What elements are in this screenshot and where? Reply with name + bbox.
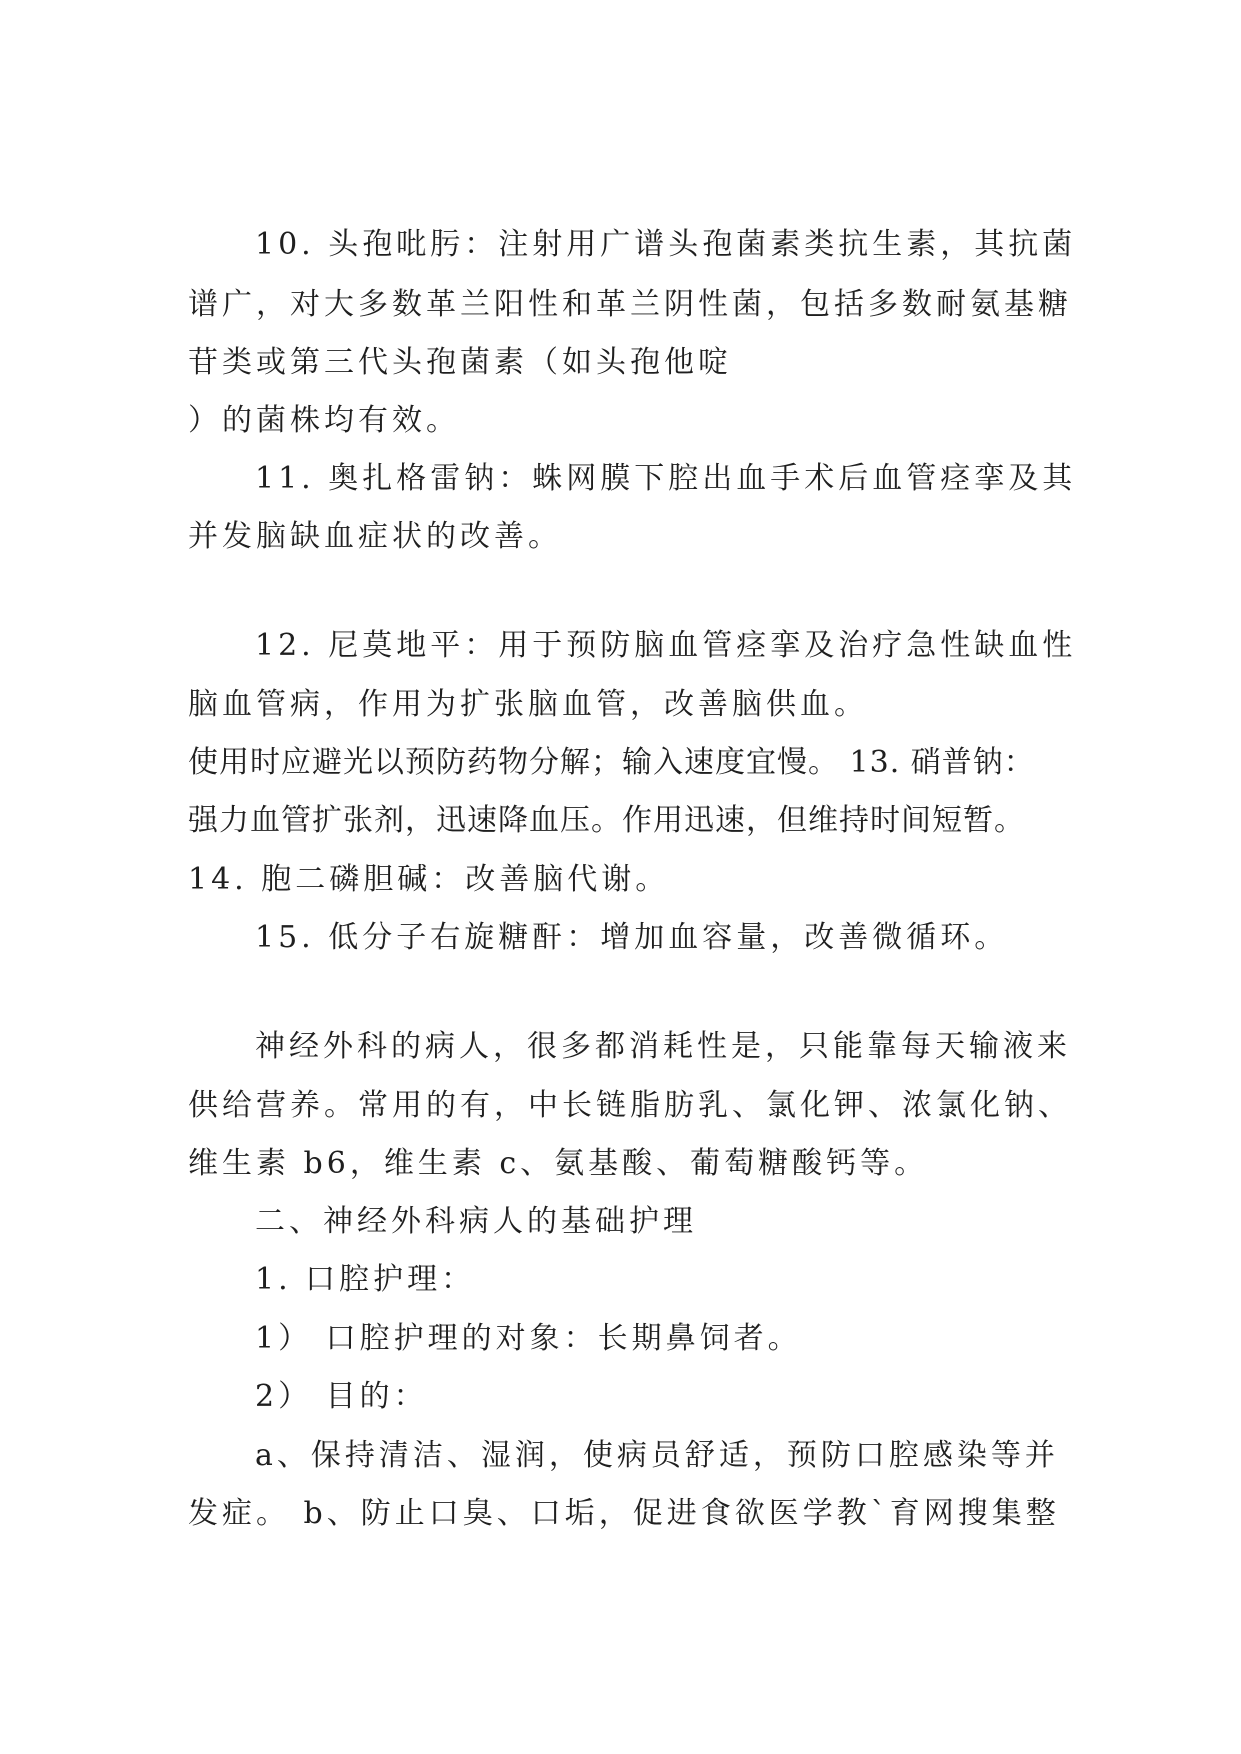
text-line: 2） 目的： xyxy=(255,1379,428,1414)
text-line: 11. 奥扎格雷钠：蛛网膜下腔出血手术后血管痉挛及其 xyxy=(255,461,1077,496)
text-line: 1） 口腔护理的对象：长期鼻饲者。 xyxy=(255,1321,802,1356)
section-heading: 二、神经外科病人的基础护理 xyxy=(255,1204,697,1239)
text-line: 供给营养。常用的有，中长链脂肪乳、氯化钾、浓氯化钠、 xyxy=(188,1088,1072,1123)
text-line: 使用时应避光以预防药物分解；输入速度宜慢。 13. 硝普钠： xyxy=(188,745,1035,780)
text-line: 15. 低分子右旋糖酐：增加血容量，改善微循环。 xyxy=(255,920,1009,955)
text-line: 1. 口腔护理： xyxy=(255,1262,476,1297)
text-line: 14. 胞二磷胆碱：改善脑代谢。 xyxy=(188,862,670,897)
text-line: 10. 头孢吡肟：注射用广谱头孢菌素类抗生素，其抗菌 xyxy=(255,227,1077,262)
text-line: 脑血管病，作用为扩张脑血管，改善脑供血。 xyxy=(188,687,868,722)
text-line: 并发脑缺血症状的改善。 xyxy=(188,519,562,554)
text-line: 苷类或第三代头孢菌素（如头孢他啶 xyxy=(188,345,732,380)
text-line: 维生素 b6，维生素 c、氨基酸、葡萄糖酸钙等。 xyxy=(188,1146,929,1181)
text-line: 神经外科的病人，很多都消耗性是，只能靠每天输液来 xyxy=(255,1029,1071,1064)
text-line: 发症。 b、防止口臭、口垢，促进食欲医学教`育网搜集整 xyxy=(188,1496,1060,1531)
text-line: a、保持清洁、湿润，使病员舒适，预防口腔感染等并 xyxy=(255,1438,1059,1473)
text-line: 谱广，对大多数革兰阳性和革兰阴性菌，包括多数耐氨基糖 xyxy=(188,287,1072,322)
text-line: 12. 尼莫地平：用于预防脑血管痉挛及治疗急性缺血性 xyxy=(255,628,1077,663)
text-line: 强力血管扩张剂，迅速降血压。作用迅速，但维持时间短暂。 xyxy=(188,803,1025,838)
text-line: ）的菌株均有效。 xyxy=(188,403,460,438)
